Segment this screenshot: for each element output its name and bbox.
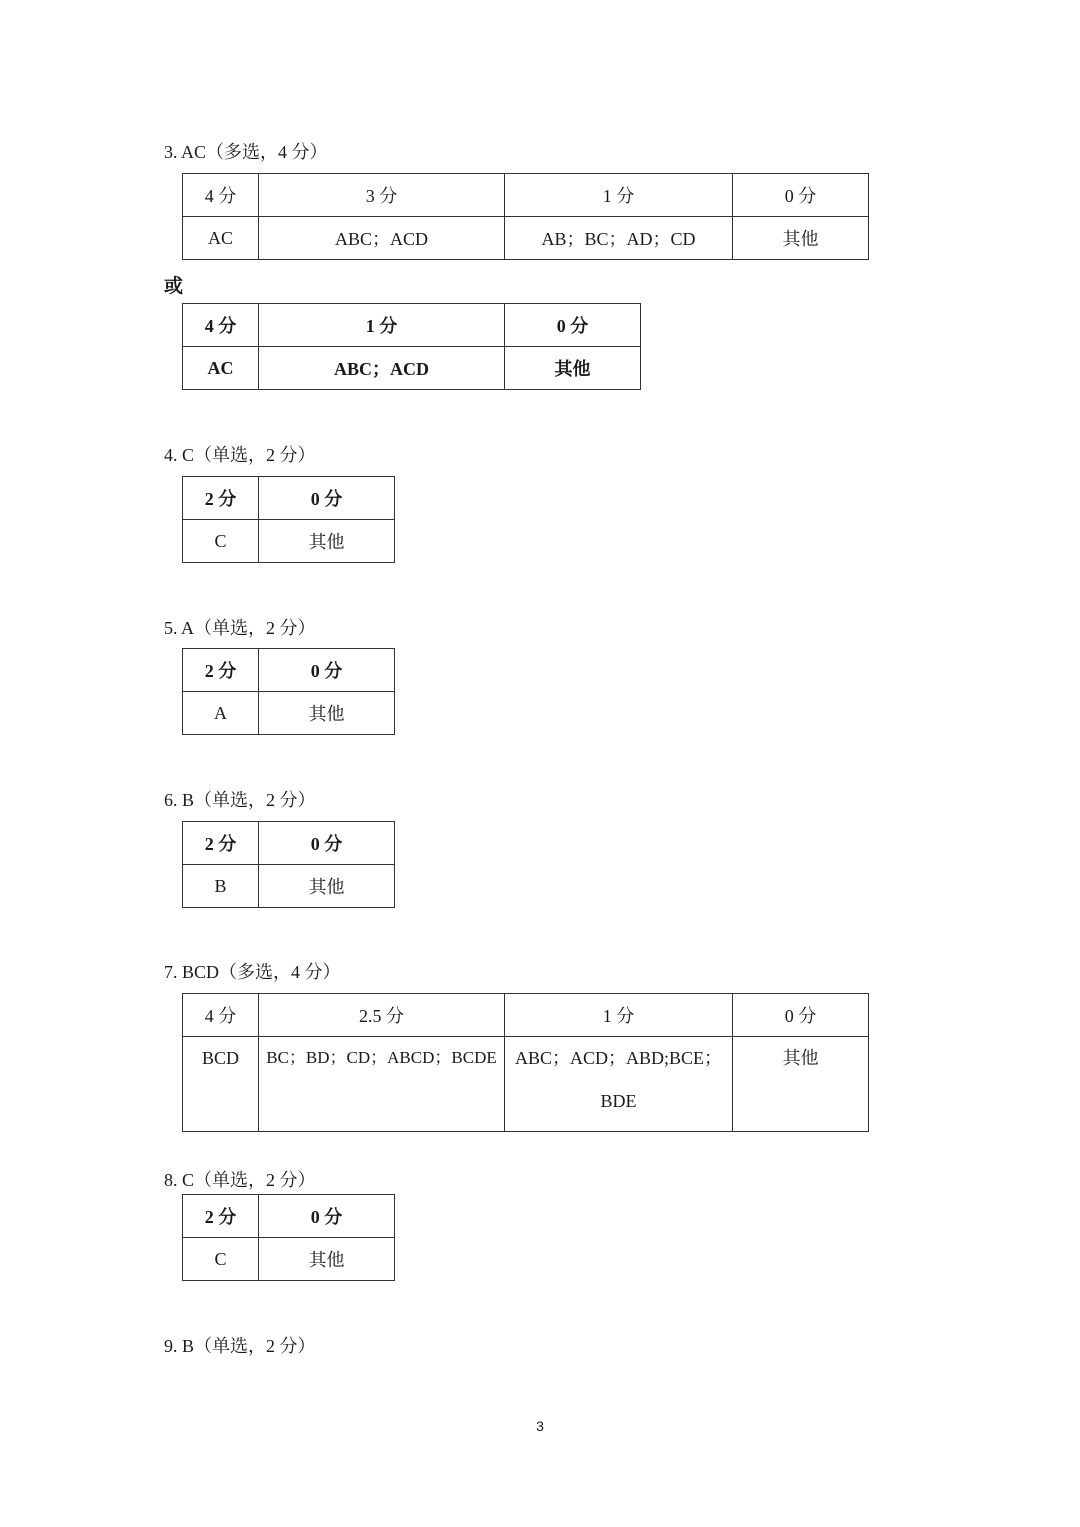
score-cell: 0 分 bbox=[259, 822, 395, 865]
table-row bbox=[183, 520, 395, 563]
q7-heading: 7. BCD（多选，4 分） bbox=[164, 962, 341, 982]
q3-alt-score-table bbox=[182, 303, 641, 390]
answer-cell: 其他 bbox=[505, 347, 641, 390]
score-cell: 2.5 分 bbox=[259, 994, 505, 1037]
table-header-row bbox=[183, 1195, 395, 1238]
answer-cell: A bbox=[183, 692, 259, 735]
score-cell: 4 分 bbox=[183, 304, 259, 347]
answer-cell: 其他 bbox=[259, 692, 395, 735]
answer-cell: BCD bbox=[183, 1037, 259, 1132]
table-header-row bbox=[183, 649, 395, 692]
score-cell: 0 分 bbox=[259, 1195, 395, 1238]
answer-cell: AB；BC；AD；CD bbox=[505, 217, 733, 260]
table-row bbox=[183, 347, 641, 390]
score-cell: 0 分 bbox=[259, 649, 395, 692]
score-cell: 0 分 bbox=[259, 477, 395, 520]
page-number: 3 bbox=[536, 1418, 544, 1434]
q9-heading: 9. B（单选，2 分） bbox=[164, 1336, 316, 1356]
score-cell: 0 分 bbox=[733, 174, 869, 217]
answer-cell: AC bbox=[183, 347, 259, 390]
q3-heading: 3. AC（多选，4 分） bbox=[164, 142, 328, 162]
score-cell: 2 分 bbox=[183, 477, 259, 520]
table-row bbox=[183, 1037, 869, 1132]
q3-score-table bbox=[182, 173, 869, 260]
answer-cell: ABC；ACD bbox=[259, 347, 505, 390]
table-header-row bbox=[183, 822, 395, 865]
score-cell: 0 分 bbox=[505, 304, 641, 347]
score-cell: 3 分 bbox=[259, 174, 505, 217]
table-header-row bbox=[183, 174, 869, 217]
answer-cell: ABC；ACD bbox=[259, 217, 505, 260]
table-row bbox=[183, 217, 869, 260]
answer-cell: C bbox=[183, 520, 259, 563]
table-header-row bbox=[183, 304, 641, 347]
score-cell: 0 分 bbox=[733, 994, 869, 1037]
score-cell: 4 分 bbox=[183, 174, 259, 217]
score-cell: 2 分 bbox=[183, 649, 259, 692]
score-cell: 2 分 bbox=[183, 1195, 259, 1238]
answer-cell: AC bbox=[183, 217, 259, 260]
q6-heading: 6. B（单选，2 分） bbox=[164, 790, 316, 810]
answer-cell: B bbox=[183, 865, 259, 908]
q5-score-table bbox=[182, 648, 395, 735]
q8-score-table bbox=[182, 1194, 395, 1281]
score-cell: 1 分 bbox=[505, 994, 733, 1037]
score-cell: 2 分 bbox=[183, 822, 259, 865]
q7-score-table bbox=[182, 993, 869, 1132]
score-cell: 1 分 bbox=[505, 174, 733, 217]
table-row bbox=[183, 865, 395, 908]
answer-cell: C bbox=[183, 1238, 259, 1281]
table-row bbox=[183, 1238, 395, 1281]
score-cell: 4 分 bbox=[183, 994, 259, 1037]
answer-cell: BC；BD；CD；ABCD；BCDE bbox=[259, 1037, 505, 1132]
answer-cell: 其他 bbox=[733, 1037, 869, 1132]
q8-heading: 8. C（单选，2 分） bbox=[164, 1170, 316, 1190]
q6-score-table bbox=[182, 821, 395, 908]
score-cell: 1 分 bbox=[259, 304, 505, 347]
or-label: 或 bbox=[164, 276, 184, 297]
answer-cell: 其他 bbox=[259, 520, 395, 563]
answer-cell: 其他 bbox=[259, 865, 395, 908]
table-header-row bbox=[183, 477, 395, 520]
q4-heading: 4. C（单选，2 分） bbox=[164, 445, 316, 465]
table-header-row bbox=[183, 994, 869, 1037]
answer-cell: 其他 bbox=[259, 1238, 395, 1281]
q5-heading: 5. A（单选，2 分） bbox=[164, 618, 316, 638]
table-row bbox=[183, 692, 395, 735]
q4-score-table bbox=[182, 476, 395, 563]
answer-cell: ABC；ACD；ABD;BCE；BDE bbox=[505, 1037, 733, 1132]
answer-cell: 其他 bbox=[733, 217, 869, 260]
